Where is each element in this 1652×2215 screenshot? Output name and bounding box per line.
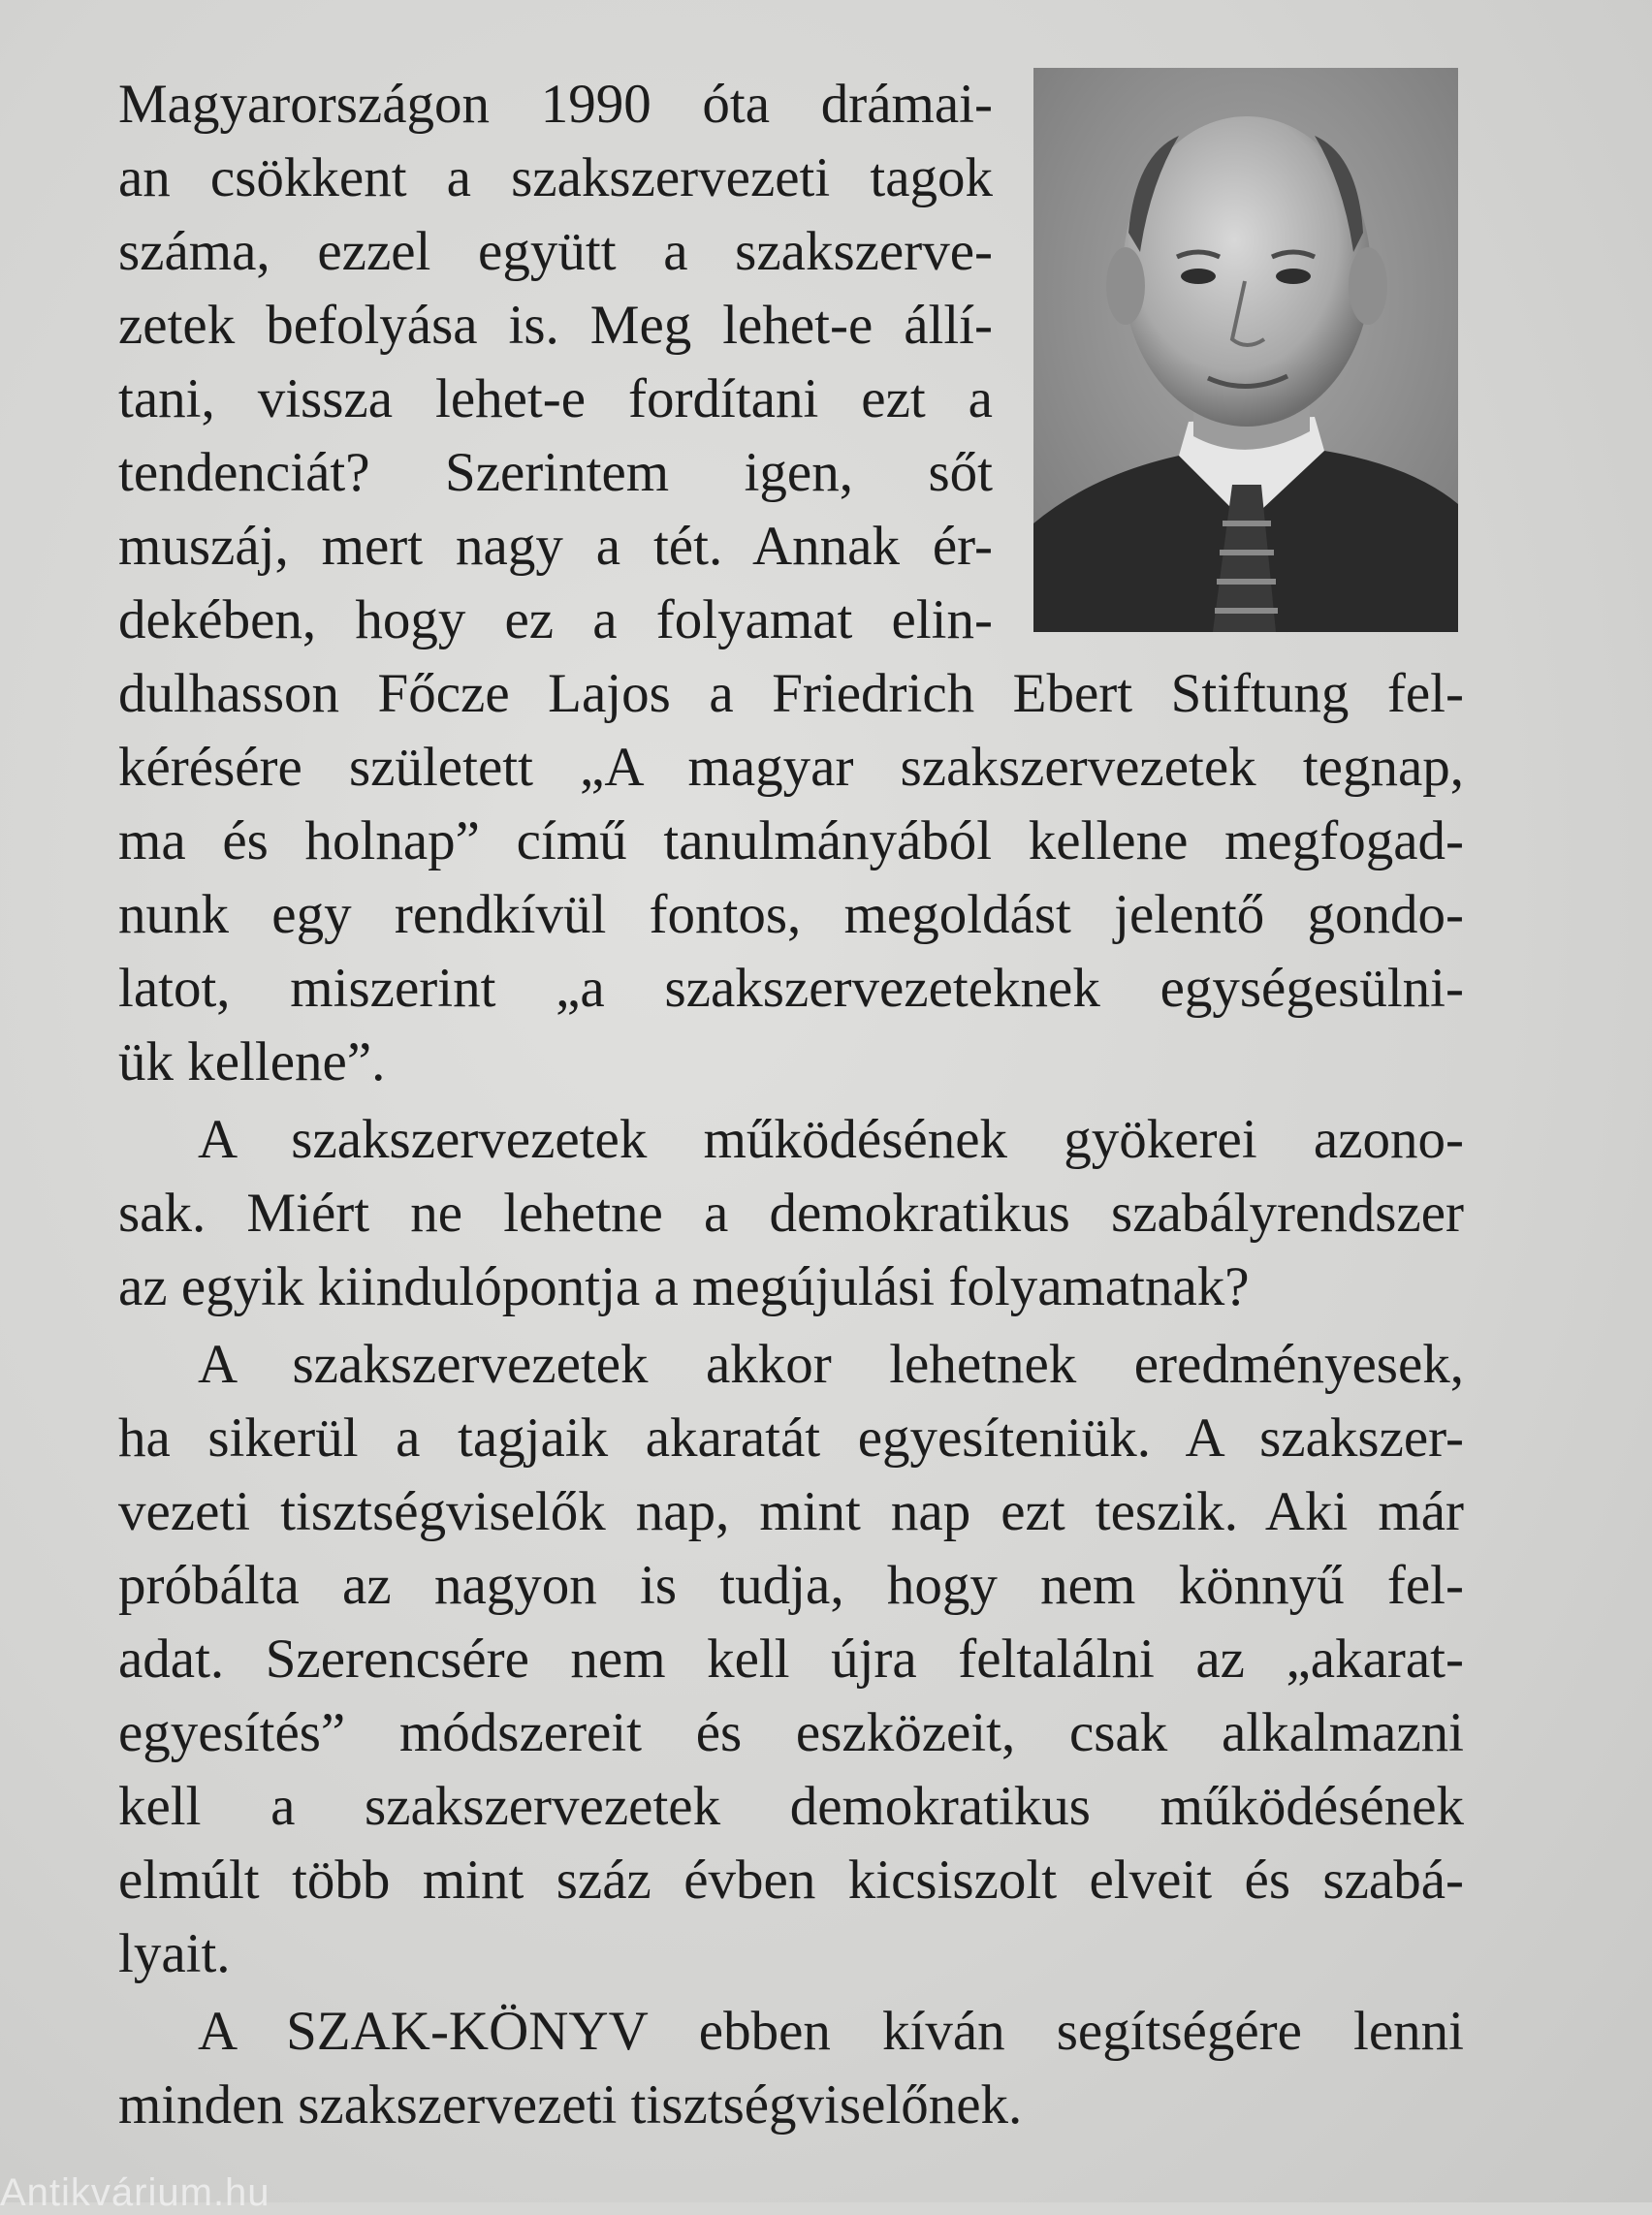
- text-line: tani, vissza lehet-e fordítani ezt a: [118, 368, 993, 429]
- text-line: tendenciát? Szerintem igen, sőt: [118, 442, 993, 503]
- text-line: száma, ezzel együtt a szakszerve-: [118, 221, 993, 282]
- text-line: latot, miszerint „a szakszervezeteknek egységesülni-: [118, 958, 1464, 1019]
- text-line: az egyik kiindulópontja a megújulási folyamatnak?: [118, 1256, 1250, 1317]
- text-line: A szakszervezetek működésének gyökerei azono-: [198, 1109, 1464, 1170]
- text-line: lyait.: [118, 1923, 231, 1984]
- text-line: nunk egy rendkívül fontos, megoldást jelentő gondo-: [118, 884, 1464, 945]
- text-line: muszáj, mert nagy a tét. Annak ér-: [118, 516, 993, 577]
- text-line: ha sikerül a tagjaik akaratát egyesíteniük. A szakszer-: [118, 1408, 1464, 1469]
- text-line: próbálta az nagyon is tudja, hogy nem könnyű fel-: [118, 1555, 1464, 1616]
- text-line: ma és holnap” című tanulmányából kellene megfogad-: [118, 810, 1464, 871]
- text-line: an csökkent a szakszervezeti tagok: [118, 147, 993, 208]
- text-line: ük kellene”.: [118, 1031, 386, 1092]
- text-line: egyesítés” módszereit és eszközeit, csak alkalmazni: [118, 1702, 1464, 1763]
- text-line: kell a szakszervezetek demokratikus működésének: [118, 1776, 1464, 1837]
- text-line: Magyarországon 1990 óta drámai-: [118, 74, 993, 135]
- text-line: kérésére született „A magyar szakszervezetek tegnap,: [118, 737, 1464, 798]
- text-line: dekében, hogy ez a folyamat elin-: [118, 589, 993, 650]
- watermark: Antikvárium.hu: [0, 2171, 270, 2214]
- text-line: A SZAK-KÖNYV ebben kíván segítségére lenni: [198, 2001, 1464, 2062]
- text-line: vezeti tisztségviselők nap, mint nap ezt teszik. Aki már: [118, 1481, 1464, 1542]
- text-line: minden szakszervezeti tisztségviselőnek.: [118, 2074, 1023, 2136]
- author-portrait-photo: [1033, 68, 1458, 632]
- text-line: elmúlt több mint száz évben kicsiszolt elveit és szabá-: [118, 1850, 1464, 1911]
- text-line: A szakszervezetek akkor lehetnek eredményesek,: [198, 1334, 1464, 1395]
- text-line: sak. Miért ne lehetne a demokratikus szabályrendszer: [118, 1183, 1464, 1244]
- text-line: dulhasson Főcze Lajos a Friedrich Ebert Stiftung fel-: [118, 663, 1464, 724]
- text-line: zetek befolyása is. Meg lehet-e állí-: [118, 295, 993, 356]
- text-line: adat. Szerencsére nem kell újra feltalálni az „akarat-: [118, 1629, 1464, 1690]
